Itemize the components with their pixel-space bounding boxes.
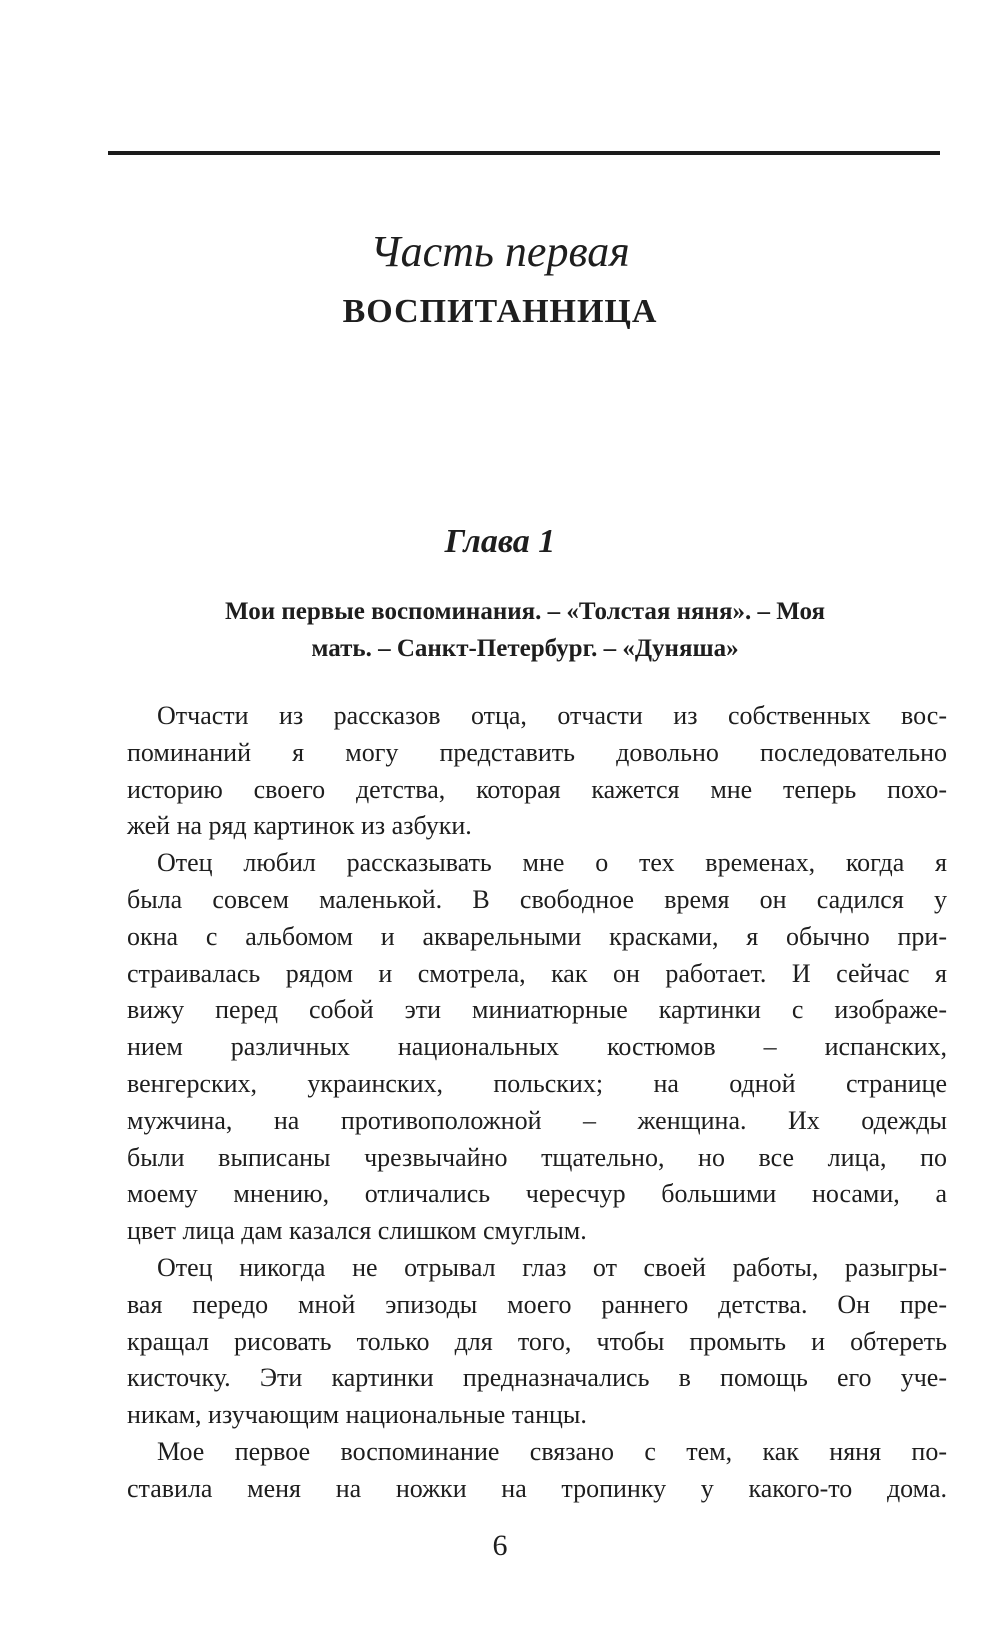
text-line: была совсем маленькой. В свободное время он садился у: [127, 884, 947, 914]
text-line: нием различных национальных костюмов – испанских,: [127, 1032, 947, 1062]
part-name: ВОСПИТАННИЦА: [342, 293, 658, 330]
text-line: поминаний я могу представить довольно последовательно: [127, 737, 947, 767]
text-line: страивалась рядом и смотрела, как он работает. И сейчас я: [127, 958, 947, 988]
text-line: кисточку. Эти картинки предназначались в помощь его уче-: [127, 1363, 947, 1393]
page-number: 6: [492, 1529, 508, 1562]
text-line: окна с альбомом и акварельными красками, я обычно при-: [127, 921, 947, 951]
text-line: ставила меня на ножки на тропинку у какого-то дома.: [127, 1473, 947, 1503]
text-line: жей на ряд картинок из азбуки.: [127, 811, 472, 841]
header-rule: [108, 151, 940, 155]
text-line: Мое первое воспоминание связано с тем, как няня по-: [157, 1436, 947, 1466]
text-line: были выписаны чрезвычайно тщательно, но все лица, по: [127, 1142, 947, 1172]
text-line: вая передо мной эпизоды моего раннего детства. Он пре-: [127, 1289, 947, 1319]
text-line: мужчина, на противоположной – женщина. Их одежды: [127, 1105, 947, 1135]
chapter-summary-line: Мои первые воспоминания. – «Толстая няня». – Моя: [224, 598, 826, 625]
chapter-summary-line: мать. – Санкт-Петербург. – «Дуняша»: [311, 635, 739, 662]
text-line: историю своего детства, которая кажется мне теперь похо-: [127, 774, 947, 804]
text-line: кращал рисовать только для того, чтобы промыть и обтереть: [127, 1326, 947, 1356]
body-text: [127, 698, 947, 1508]
text-line: венгерских, украинских, польских; на одной странице: [127, 1068, 947, 1098]
text-line: Отец любил рассказывать мне о тех временах, когда я: [157, 848, 947, 878]
text-line: никам, изучающим национальные танцы.: [127, 1400, 587, 1430]
text-line: цвет лица дам казался слишком смуглым.: [127, 1216, 587, 1246]
text-line: Отец никогда не отрывал глаз от своей работы, разыгры-: [157, 1252, 947, 1282]
chapter-summary: [140, 593, 910, 667]
text-line: вижу перед собой эти миниатюрные картинки с изображе-: [127, 995, 947, 1025]
part-title: Часть первая: [370, 227, 630, 276]
text-line: моему мнению, отличались чересчур большими носами, а: [127, 1179, 947, 1209]
chapter-title: Глава 1: [444, 523, 556, 560]
text-line: Отчасти из рассказов отца, отчасти из собственных вос-: [157, 701, 947, 730]
